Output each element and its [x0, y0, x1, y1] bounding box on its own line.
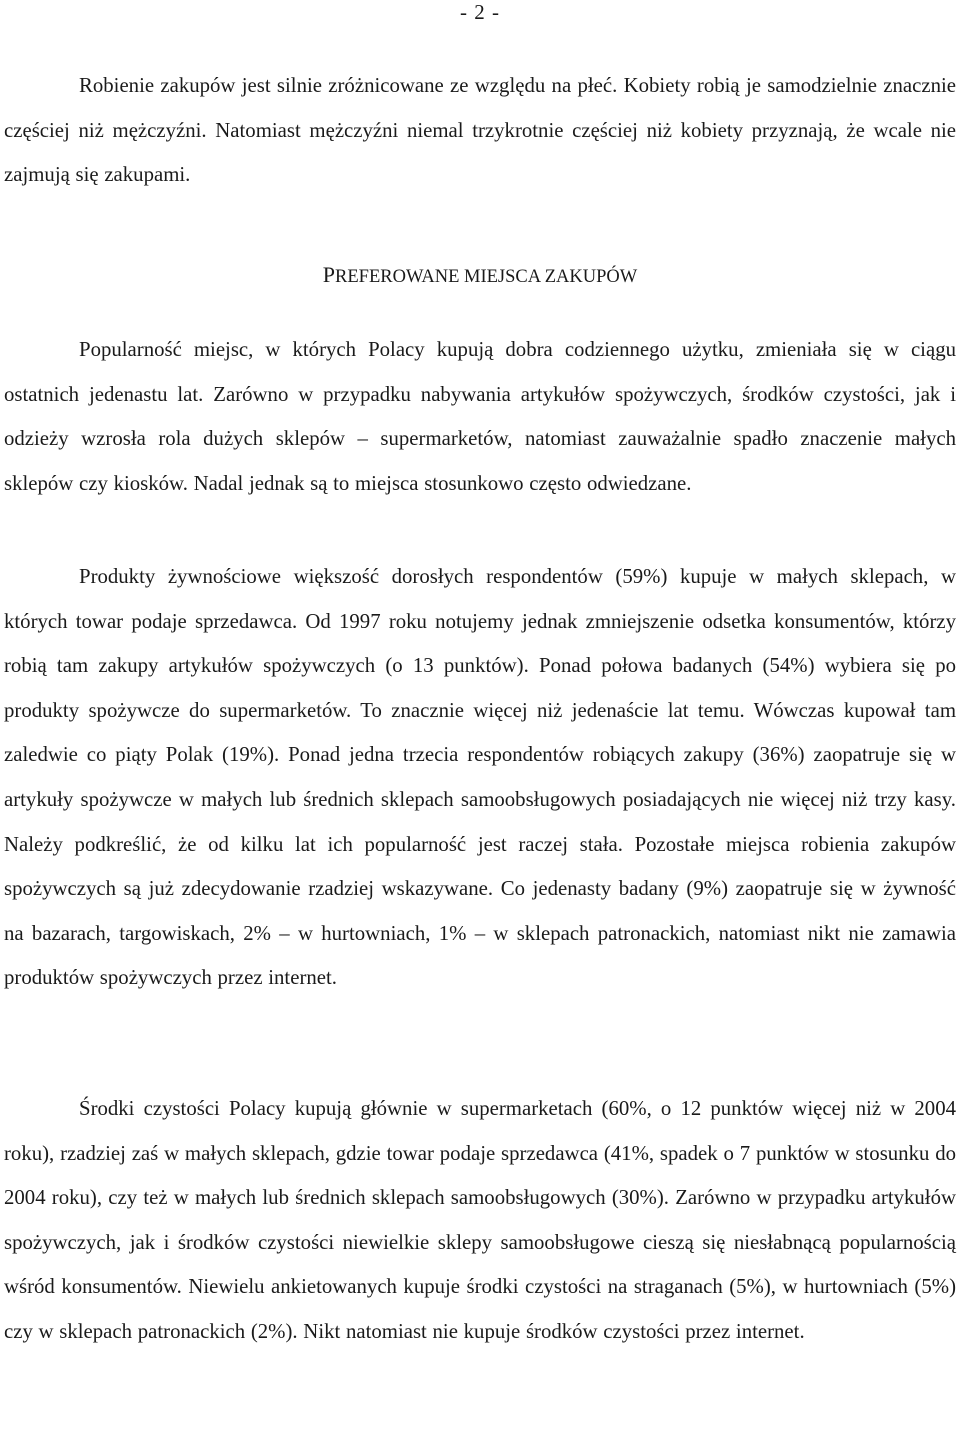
heading-rest: REFEROWANE MIEJSCA ZAKUPÓW — [335, 267, 638, 287]
page-number: - 2 - — [460, 0, 500, 24]
paragraph-cleaning-products: Środki czystości Polacy kupują głównie w supermarketach (60%, o 12 punktów więcej niż w 2004 roku), rzadziej zaś w małych sklepach, gdzie towar podaje sprzedawca (41%, spadek o 7 punktów w stosunku do 2004 roku), czy też w małych lub średnich sklepach samoobsługowych (30%). Zarówno w przypadku artykułów spożywczych, jak i środków czystości niewielkie sklepy samoobsługowe cieszą się niesłabnącą popularnością wśród konsumentów. Niewielu ankietowanych kupuje środki czystości na straganach (5%), w hurtowniach (5%) czy w sklepach patronackich (2%). Nikt natomiast nie kupuje środków czystości przez internet. — [4, 1097, 956, 1343]
paragraph-shopping-gender: Robienie zakupów jest silnie zróżnicowane ze względu na płeć. Kobiety robią je samodzielnie znacznie częściej niż mężczyźni. Natomiast mężczyźni niemal trzykrotnie częściej niż kobiety przyznają, że wcale nie zajmują się zakupami. — [4, 74, 956, 187]
paragraph-popularity: Popularność miejsc, w których Polacy kupują dobra codziennego użytku, zmieniała się w ciągu ostatnich jedenastu lat. Zarówno w przypadku nabywania artykułów spożywczych, środków czystości, jak i odzieży wzrosła rola dużych sklepów – supermarketów, natomiast zauważalnie spadło znaczenie małych sklepów czy kiosków. Nadal jednak są to miejsca stosunkowo często odwiedzane. — [4, 338, 956, 495]
section-heading — [4, 256, 956, 296]
paragraph-food-products: Produkty żywnościowe większość dorosłych respondentów (59%) kupuje w małych sklepach, w których towar podaje sprzedawca. Od 1997 roku notujemy jednak zmniejszenie odsetka konsumentów, którzy robią tam zakupy artykułów spożywczych (o 13 punktów). Ponad połowa badanych (54%) wybiera się po produkty spożywcze do supermarketów. To znacznie więcej niż jedenaście lat temu. Wówczas kupował tam zaledwie co piąty Polak (19%). Ponad jedna trzecia respondentów robiących zakupy (36%) zaopatruje się w artykuły spożywcze w małych lub średnich sklepach samoobsługowych posiadających nie więcej niż trzy kasy. Należy podkreślić, że od kilku lat ich popularność jest raczej stała. Pozostałe miejsca robienia zakupów spożywczych są już zdecydowanie rzadziej wskazywane. Co jedenasty badany (9%) zaopatruje się w żywność na bazarach, targowiskach, 2% – w hurtowniach, 1% – w sklepach patronackich, natomiast nikt nie zamawia produktów spożywczych przez internet. — [4, 565, 956, 990]
heading-initial: P — [322, 262, 336, 287]
document-page — [4, 0, 956, 1440]
